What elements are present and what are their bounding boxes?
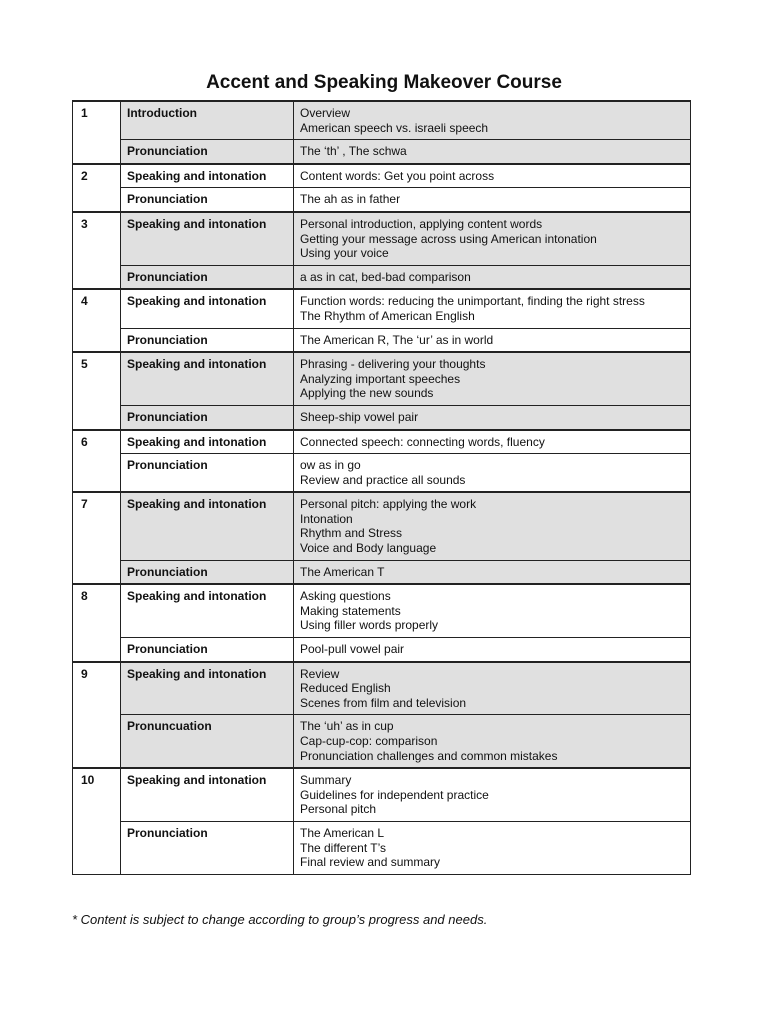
footnote: * Content is subject to change according to group’s progress and needs. xyxy=(72,912,488,927)
content-line: The ‘th’ , The schwa xyxy=(300,144,407,159)
content-line: Summary xyxy=(300,773,352,788)
session-content xyxy=(294,328,691,352)
content-line: Pool-pull vowel pair xyxy=(300,642,405,657)
session-category: Pronunciation xyxy=(121,328,294,352)
table-row xyxy=(73,430,691,454)
session-category: Speaking and intonation xyxy=(121,430,294,454)
session-content xyxy=(294,212,691,265)
content-line: Rhythm and Stress xyxy=(300,526,403,541)
week-2 xyxy=(73,164,691,212)
content-line: Review xyxy=(300,666,340,681)
content-line: Final review and summary xyxy=(300,855,441,870)
session-category: Pronunciation xyxy=(121,188,294,212)
content-line: The ‘uh’ as in cup xyxy=(300,719,394,734)
table-row xyxy=(73,638,691,662)
table-row xyxy=(73,328,691,352)
session-content xyxy=(294,768,691,821)
session-content xyxy=(294,289,691,328)
content-line: Asking questions xyxy=(300,589,391,604)
week-number: 4 xyxy=(73,289,121,352)
content-line: Overview xyxy=(300,106,351,120)
content-line: The American R, The ‘ur’ as in world xyxy=(300,332,494,347)
table-row xyxy=(73,164,691,188)
content-line: Analyzing important speeches xyxy=(300,371,461,386)
table-row xyxy=(73,101,691,140)
table-row xyxy=(73,265,691,289)
session-category: Pronunciation xyxy=(121,140,294,164)
content-line: ow as in go xyxy=(300,458,361,473)
session-category: Pronunciation xyxy=(121,638,294,662)
content-line: Pronunciation challenges and common mistakes xyxy=(300,748,558,763)
content-line: Sheep-ship vowel pair xyxy=(300,409,419,424)
session-category: Pronunciation xyxy=(121,405,294,429)
week-1 xyxy=(73,101,691,164)
content-line: Function words: reducing the unimportant, finding the right stress xyxy=(300,294,645,309)
session-category: Speaking and intonation xyxy=(121,492,294,560)
week-10 xyxy=(73,768,691,874)
content-line: The American T xyxy=(300,564,385,579)
content-line: The ah as in father xyxy=(300,192,401,207)
session-category: Pronunciation xyxy=(121,821,294,874)
week-number: 7 xyxy=(73,492,121,584)
week-9 xyxy=(73,662,691,769)
week-4 xyxy=(73,289,691,352)
content-line: American speech vs. israeli speech xyxy=(300,120,489,135)
session-content xyxy=(294,265,691,289)
table-row xyxy=(73,454,691,493)
session-category: Introduction xyxy=(121,101,294,140)
session-category: Speaking and intonation xyxy=(121,289,294,328)
table-row xyxy=(73,289,691,328)
session-category: Speaking and intonation xyxy=(121,164,294,188)
content-line: Personal pitch xyxy=(300,802,377,817)
session-content xyxy=(294,430,691,454)
week-number: 10 xyxy=(73,768,121,874)
course-schedule-table xyxy=(72,100,691,875)
session-content xyxy=(294,164,691,188)
session-category: Speaking and intonation xyxy=(121,352,294,405)
table-row xyxy=(73,212,691,265)
week-number: 1 xyxy=(73,101,121,164)
session-category: Pronunciation xyxy=(121,265,294,289)
content-line: Personal introduction, applying content words xyxy=(300,216,543,231)
week-number: 6 xyxy=(73,430,121,493)
content-line: Connected speech: connecting words, fluency xyxy=(300,434,545,449)
session-content xyxy=(294,454,691,493)
content-line: Voice and Body language xyxy=(300,541,437,556)
table-row xyxy=(73,560,691,584)
content-line: Phrasing - delivering your thoughts xyxy=(300,357,486,372)
week-8 xyxy=(73,584,691,661)
session-category: Speaking and intonation xyxy=(121,584,294,637)
content-line: The Rhythm of American English xyxy=(300,308,475,323)
content-line: Reduced English xyxy=(300,681,391,696)
table-row xyxy=(73,492,691,560)
session-content xyxy=(294,101,691,140)
page-title: Accent and Speaking Makeover Course xyxy=(206,72,562,93)
content-line: Personal pitch: applying the work xyxy=(300,497,477,512)
session-category: Speaking and intonation xyxy=(121,662,294,715)
session-content xyxy=(294,821,691,874)
session-category: Pronunciation xyxy=(121,454,294,493)
table-row xyxy=(73,405,691,429)
session-content xyxy=(294,352,691,405)
table-row xyxy=(73,821,691,874)
content-line: Guidelines for independent practice xyxy=(300,787,489,802)
content-line: a as in cat, bed-bad comparison xyxy=(300,269,471,284)
session-content xyxy=(294,405,691,429)
content-line: Content words: Get you point across xyxy=(300,168,495,183)
week-number: 2 xyxy=(73,164,121,212)
session-content xyxy=(294,584,691,637)
table-row xyxy=(73,584,691,637)
session-content xyxy=(294,560,691,584)
week-3 xyxy=(73,212,691,289)
content-line: Using filler words properly xyxy=(300,618,439,633)
table-row xyxy=(73,662,691,715)
week-number: 5 xyxy=(73,352,121,429)
content-line: The different T’s xyxy=(300,840,387,855)
week-6 xyxy=(73,430,691,493)
content-line: Applying the new sounds xyxy=(300,386,434,401)
session-content xyxy=(294,188,691,212)
week-number: 8 xyxy=(73,584,121,661)
content-line: Making statements xyxy=(300,603,401,618)
session-content xyxy=(294,662,691,715)
table-row xyxy=(73,715,691,768)
week-5 xyxy=(73,352,691,429)
content-line: Intonation xyxy=(300,511,353,526)
content-line: Using your voice xyxy=(300,246,389,261)
table-row xyxy=(73,188,691,212)
session-content xyxy=(294,715,691,768)
session-content xyxy=(294,638,691,662)
session-category: Speaking and intonation xyxy=(121,768,294,821)
table-row xyxy=(73,352,691,405)
session-category: Pronunciation xyxy=(121,560,294,584)
session-category: Speaking and intonation xyxy=(121,212,294,265)
table-row xyxy=(73,140,691,164)
session-content xyxy=(294,492,691,560)
table-row xyxy=(73,768,691,821)
content-line: Scenes from film and television xyxy=(300,695,467,710)
week-number: 3 xyxy=(73,212,121,289)
session-content xyxy=(294,140,691,164)
content-line: Cap-cup-cop: comparison xyxy=(300,734,438,748)
week-number: 9 xyxy=(73,662,121,769)
session-category: Pronuncuation xyxy=(121,715,294,768)
content-line: Review and practice all sounds xyxy=(300,472,466,487)
week-7 xyxy=(73,492,691,584)
content-line: Getting your message across using American intonation xyxy=(300,231,597,246)
content-line: The American L xyxy=(300,825,385,840)
